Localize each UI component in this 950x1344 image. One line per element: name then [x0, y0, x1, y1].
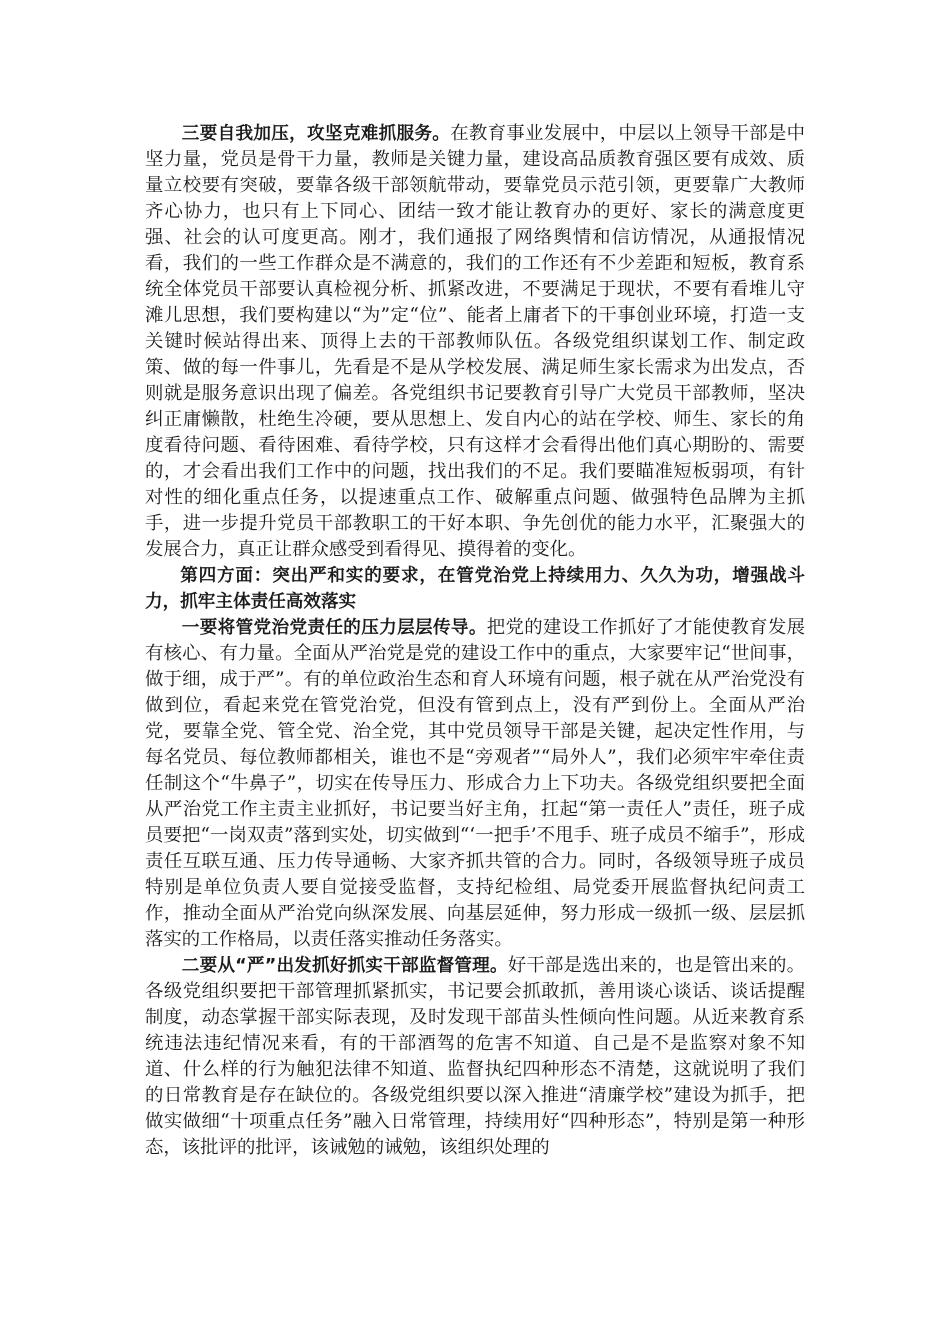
paragraph-supervision: [145, 953, 805, 1161]
paragraph-text: 把党的建设工作抓好了才能使教育发展有核心、有力量。全面从严治党是党的建设工作中的重点，大家要牢记“世间事，做于细，成于严”。有的单位政治生态和育人环境有问题，根子就在从严治党没有做到位，看起来党在管党治党，但没有管到点上，没有严到份上。全面从严治党，要靠全党、管全党、治全党，其中党员领导干部是关键，起决定性作用，与每名党员、每位教师都相关，谁也不是“旁观者”“局外人”，我们必须牢牢牵住责任制这个“牛鼻子”，切实在传导压力、形成合力上下功夫。各级党组织要把全面从严治党工作主责主业抓好，书记要当好主角，扛起“第一责任人”责任，班子成员要把“一岗双责”落到实处，切实做到“‘一把手’不甩手、班子成员不缩手”，形成责任互联互通、压力传导通畅、大家齐抓共管的合力。同时，各级领导班子成员特别是单位负责人要自觉接受监督，支持纪检组、局党委开展监督执纪问责工作，推动全面从严治党向纵深发展、向基层延伸，努力形成一级抓一级、层层抓落实的工作格局，以责任落实推动任务落实。: [145, 617, 805, 950]
paragraph-text: 在教育事业发展中，中层以上领导干部是中坚力量，党员是骨干力量，教师是关键力量，建设高品质教育强区要有成效、质量立校要有突破，要靠各级干部领航带动，要靠党员示范引领，更要靠广大教师齐心协力，也只有上下同心、团结一致才能让教育办的更好、家长的满意度更强、社会的认可度更高。刚才，我们通报了网络舆情和信访情况，从通报情况看，我们的一些工作群众是不满意的，我们的工作还有不少差距和短板，教育系统全体党员干部要认真检视分析、抓紧改进，不要满足于现状，不要有看堆儿守滩儿思想，我们要构建以“为”定“位”、能者上庸者下的干事创业环境，打造一支关键时候站得出来、顶得上去的干部教师队伍。各级党组织谋划工作、制定政策、做的每一件事儿，先看是不是从学校发展、满足师生家长需求为出发点，否则就是服务意识出现了偏差。各党组织书记要教育引导广大党员干部教师，坚决纠正庸懒散，杜绝生冷硬，要从思想上、发自内心的站在学校、师生、家长的角度看待问题、看待困难、看待学校，只有这样才会看得出他们真心期盼的、需要的，才会看出我们工作中的问题，找出我们的不足。我们要瞄准短板弱项，有针对性的细化重点任务，以提速重点工作、破解重点问题、做强特色品牌为主抓手，进一步提升党员干部教职工的干好本职、争先创优的能力水平，汇聚强大的发展合力，真正让群众感受到看得见、摸得着的变化。: [145, 123, 805, 560]
document-page: [145, 121, 805, 1161]
paragraph-serve: [145, 121, 805, 563]
paragraph-lead: 三要自我加压，攻坚克难抓服务。: [181, 124, 451, 144]
paragraph-lead: 二要从“严”出发抓好抓实干部监督管理。: [181, 956, 508, 976]
paragraph-text: 好干部是选出来的，也是管出来的。各级党组织要把干部管理抓紧抓实，书记要会抓敢抓，善用谈心谈话、谈话提醒制度，动态掌握干部实际表现，及时发现干部苗头性倾向性问题。从近来教育系统违法违纪情况来看，有的干部酒驾的危害不知道、自己是不是监察对象不知道、什么样的行为触犯法律不知道、监督执纪四种形态不清楚，这就说明了我们的日常教育是存在缺位的。各级党组织要以深入推进“清廉学校”建设为抓手，把做实做细“十项重点任务”融入日常管理，持续用好“四种形态”，特别是第一种形态，该批评的批评，该诫勉的诫勉，该组织处理的: [145, 955, 805, 1158]
section-heading: 第四方面：突出严和实的要求，在管党治党上持续用力、久久为功，增强战斗力，抓牢主体责任高效落实: [145, 566, 805, 612]
paragraph-pressure: [145, 615, 805, 953]
paragraph-lead: 一要将管党治党责任的压力层层传导。: [181, 618, 487, 638]
